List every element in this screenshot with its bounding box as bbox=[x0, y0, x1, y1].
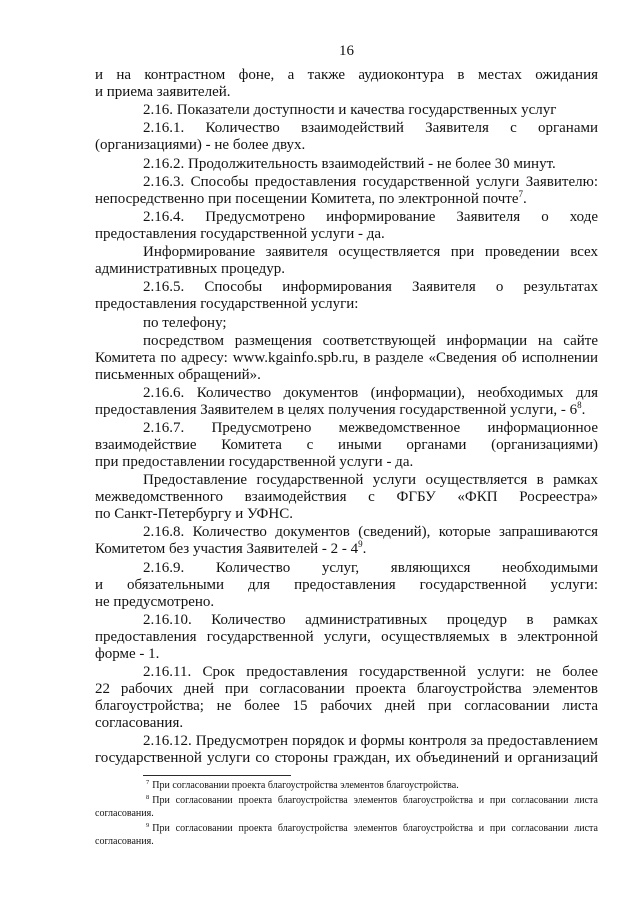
line-text: предоставления Заявителем в целях получения государственной услуги, - 6 bbox=[95, 401, 578, 418]
text-line: и на контрастном фоне, а также аудиоконтура в местах ожидания bbox=[95, 67, 598, 83]
paragraph bbox=[95, 209, 598, 243]
line-text-end: . bbox=[523, 190, 527, 207]
text-line: форме - 1. bbox=[95, 645, 160, 662]
text-line: 2.16.11. Срок предоставления государственной услуги: не более bbox=[143, 664, 598, 680]
text-line: 2.16.8. Количество документов (сведений), которые запрашиваются bbox=[143, 524, 598, 541]
text-line: 22 рабочих дней при согласовании проекта благоустройства элементов bbox=[95, 681, 598, 697]
footnote-line bbox=[95, 807, 598, 820]
footnote-text: При согласовании проекта благоустройства элементов благоустройства. bbox=[152, 780, 459, 791]
text-line: предоставления государственной услуги - да. bbox=[95, 225, 385, 242]
footnote-number: 7 bbox=[146, 778, 150, 786]
paragraph bbox=[95, 472, 598, 523]
text-line: Комитета по адресу: www.kgainfo.spb.ru, в разделе «Сведения об исполнении bbox=[95, 349, 598, 366]
text-line: взаимодействие Комитета с иными органами (организациями) bbox=[95, 437, 598, 454]
page-number: 16 bbox=[339, 43, 354, 59]
paragraph bbox=[95, 524, 598, 558]
text-line: 2.16.4. Предусмотрено информирование Заявителя о ходе bbox=[143, 208, 598, 225]
body-text bbox=[95, 67, 598, 767]
text-line: 2.16.1. Количество взаимодействий Заявителя с органами bbox=[143, 120, 598, 137]
paragraph bbox=[95, 156, 598, 173]
footnote-text: При согласовании проекта благоустройства элементов благоустройства и при согласовании листа bbox=[152, 795, 598, 806]
paragraph bbox=[95, 279, 598, 313]
footnote-number: 9 bbox=[146, 821, 150, 829]
text-line: 2.16.3. Способы предоставления государственной услуги Заявителю: bbox=[143, 173, 598, 190]
text-line: письменных обращений». bbox=[95, 366, 261, 383]
text-line: 2.16.2. Продолжительность взаимодействий - не более 30 минут. bbox=[143, 155, 556, 172]
paragraph bbox=[95, 315, 598, 332]
footnote-line bbox=[95, 835, 598, 848]
text-line bbox=[95, 541, 598, 558]
text-line: по телефону; bbox=[143, 314, 227, 331]
text-line: при предоставлении государственной услуги - да. bbox=[95, 454, 414, 471]
footnote-line bbox=[95, 794, 598, 807]
paragraph bbox=[95, 102, 598, 119]
text-line: и обязательными для предоставления государственной услуги: bbox=[95, 576, 598, 593]
footnotes bbox=[95, 779, 598, 848]
footnote bbox=[95, 794, 598, 820]
text-line: 2.16.7. Предусмотрено межведомственное информационное bbox=[143, 420, 598, 437]
footnote-reference: 9 bbox=[358, 539, 363, 550]
line-text-end: . bbox=[362, 541, 367, 558]
text-line bbox=[95, 399, 598, 419]
text-line: не предусмотрено. bbox=[95, 593, 215, 610]
text-line: предоставления государственной услуги: bbox=[95, 296, 359, 313]
footnote-text: согласования. bbox=[95, 808, 154, 819]
text-line: 2.16.9. Количество услуг, являющихся необходимыми bbox=[143, 559, 598, 576]
text-line: благоустройства; не более 15 рабочих дней при согласовании листа bbox=[95, 698, 598, 714]
footnote bbox=[95, 822, 598, 848]
footnote bbox=[95, 779, 598, 792]
footnote-line bbox=[95, 822, 598, 835]
text-line: административных процедур. bbox=[95, 261, 285, 278]
text-line: по Санкт-Петербургу и УФНС. bbox=[95, 506, 293, 523]
line-text: непосредственно при посещении Комитета, по электронной почте bbox=[95, 190, 519, 207]
text-line: согласования. bbox=[95, 715, 184, 731]
paragraph bbox=[95, 174, 598, 208]
paragraph bbox=[95, 733, 598, 767]
footnote-reference: 7 bbox=[518, 188, 523, 199]
line-text-end: . bbox=[581, 401, 586, 418]
paragraph bbox=[95, 385, 598, 419]
footnote-text: При согласовании проекта благоустройства элементов благоустройства и при согласовании листа bbox=[152, 823, 598, 834]
text-line: межведомственного взаимодействия с ФГБУ «ФКП Росреестра» bbox=[95, 489, 598, 506]
paragraph-continuation bbox=[95, 67, 598, 101]
paragraph bbox=[95, 333, 598, 384]
text-line: 2.16.12. Предусмотрен порядок и формы контроля за предоставлением bbox=[143, 733, 598, 750]
line-text: Комитетом без участия Заявителей - 2 - 4 bbox=[95, 541, 359, 558]
text-line: посредством размещения соответствующей информации на сайте bbox=[143, 332, 598, 349]
text-line: 2.16. Показатели доступности и качества государственных услуг bbox=[143, 102, 557, 119]
paragraph bbox=[95, 120, 598, 154]
footnote-reference: 8 bbox=[577, 399, 582, 410]
footnote-line bbox=[95, 779, 598, 792]
footnote-text: согласования. bbox=[95, 836, 154, 847]
text-line: 2.16.10. Количество административных процедур в рамках bbox=[143, 611, 598, 628]
footnote-number: 8 bbox=[146, 793, 150, 801]
text-line: Предоставление государственной услуги осуществляется в рамках bbox=[143, 472, 598, 489]
text-line: предоставления государственной услуги, осуществляемых в электронной bbox=[95, 628, 598, 645]
footnote-separator bbox=[143, 775, 291, 776]
paragraph bbox=[95, 612, 598, 663]
text-line bbox=[95, 188, 598, 208]
text-line: государственной услуги со стороны граждан, их объединений и организаций bbox=[95, 750, 598, 767]
paragraph bbox=[95, 560, 598, 611]
paragraph bbox=[95, 420, 598, 471]
text-line: 2.16.6. Количество документов (информации), необходимых для bbox=[143, 384, 598, 401]
text-line: Информирование заявителя осуществляется при проведении всех bbox=[143, 244, 598, 261]
paragraph bbox=[95, 244, 598, 278]
text-line: (организациями) - не более двух. bbox=[95, 137, 306, 154]
text-line: 2.16.5. Способы информирования Заявителя о результатах bbox=[143, 279, 598, 296]
paragraph bbox=[95, 664, 598, 732]
text-line: и приема заявителей. bbox=[95, 84, 231, 100]
